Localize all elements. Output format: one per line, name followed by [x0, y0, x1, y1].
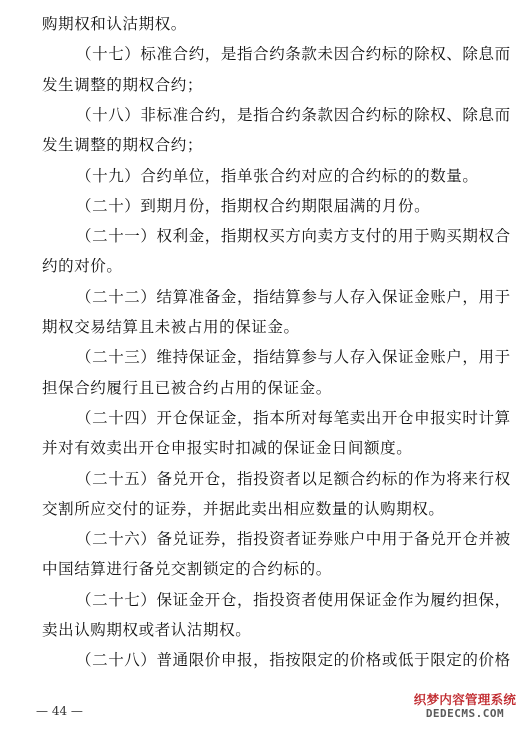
text-line: （二十七）保证金开仓，指投资者使用保证金作为履约担保， — [76, 591, 511, 609]
text-line: （二十四）开仓保证金，指本所对每笔卖出开仓申报实时计算 — [76, 409, 511, 427]
text-line: （二十）到期月份，指期权合约期限届满的月份。 — [76, 197, 431, 215]
text-line: （二十五）备兑开仓，指投资者以足额合约标的作为将来行权 — [76, 470, 511, 488]
watermark-brand: 织梦内容管理系统 — [413, 692, 517, 707]
text-line: 发生调整的期权合约； — [42, 76, 204, 94]
text-line: 卖出认购期权或者认沽期权。 — [42, 621, 252, 639]
text-line: 期权交易结算且未被占用的保证金。 — [42, 318, 300, 336]
text-line: 担保合约履行且已被合约占用的保证金。 — [42, 379, 332, 397]
watermark-site: DEDECMS.COM — [425, 707, 505, 720]
text-line: （十七）标准合约，是指合约条款未因合约标的除权、除息而 — [76, 45, 511, 63]
text-line: 发生调整的期权合约； — [42, 136, 204, 154]
text-line: 并对有效卖出开仓申报实时扣减的保证金日间额度。 — [42, 439, 413, 457]
text-line: （二十三）维持保证金，指结算参与人存入保证金账户，用于 — [76, 348, 511, 366]
text-line: （十九）合约单位，指单张合约对应的合约标的的数量。 — [76, 167, 479, 185]
text-line: 交割所应交付的证券，并据此卖出相应数量的认购期权。 — [42, 500, 445, 518]
text-line: （二十六）备兑证券，指投资者证券账户中用于备兑开仓并被 — [76, 530, 511, 548]
text-line: （二十二）结算准备金，指结算参与人存入保证金账户，用于 — [76, 288, 511, 306]
text-line: （十八）非标准合约，是指合约条款因合约标的除权、除息而 — [76, 106, 511, 124]
text-line: 购期权和认沽期权。 — [42, 15, 187, 33]
page-number: — 44 — — [36, 704, 83, 718]
watermark-logo — [409, 692, 521, 721]
text-line: （二十八）普通限价申报，指按限定的价格或低于限定的价格 — [76, 651, 511, 669]
text-line: （二十一）权利金，指期权买方向卖方支付的用于购买期权合 — [76, 227, 511, 245]
text-line: 中国结算进行备兑交割锁定的合约标的。 — [42, 560, 332, 578]
text-line: 约的对价。 — [42, 257, 123, 275]
